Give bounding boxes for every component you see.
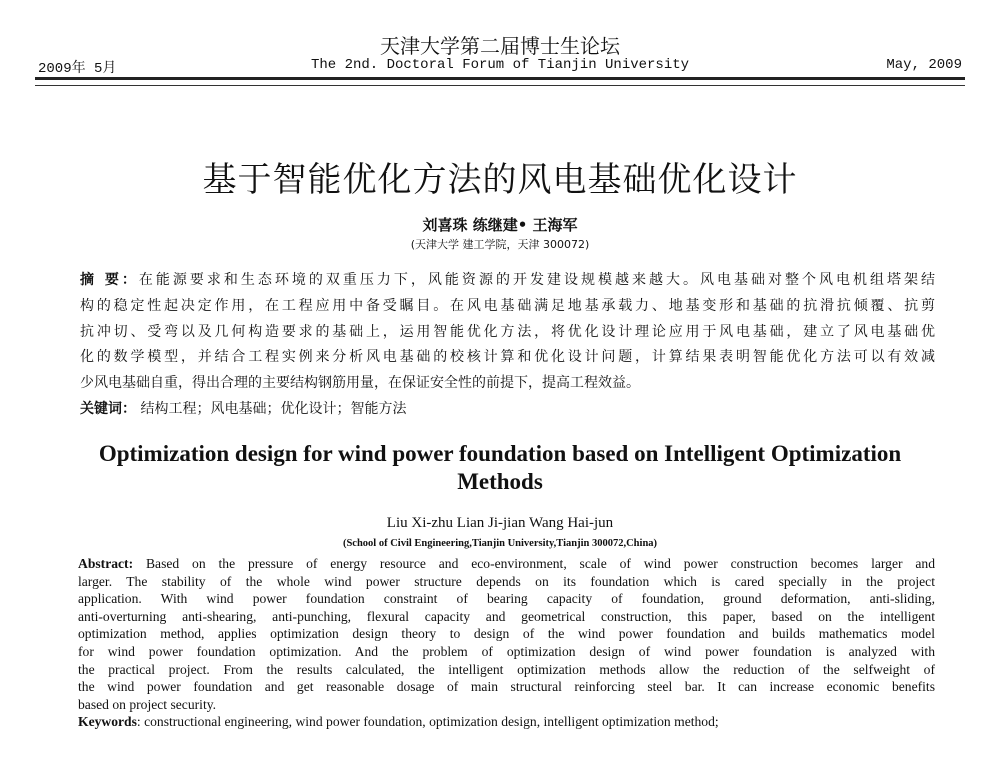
keywords-cn: 关键词： 结构工程；风电基础；优化设计；智能方法 bbox=[80, 400, 407, 417]
abstract-cn bbox=[80, 268, 935, 423]
abstract-en-line: Abstract: Based on the pressure of energy resource and eco-environment, scale of wind power construction becomes larger and bbox=[78, 556, 935, 571]
abstract-en bbox=[78, 555, 935, 731]
abstract-en-line: optimization method, applies optimization design theory to design of the wind power foundation and builds mathematics model bbox=[78, 626, 935, 642]
affiliation-cn: (天津大学 建工学院，天津 300072) bbox=[410, 238, 590, 251]
header-rule-thick bbox=[35, 77, 965, 80]
paper-title-en bbox=[0, 440, 1000, 496]
keywords-en: Keywords: constructional engineering, wind power foundation, optimization design, intelligent optimization method; bbox=[78, 714, 719, 730]
abstract-en-line: for wind power foundation optimization. And the problem of optimization design of wind power foundation is analyzed with bbox=[78, 643, 935, 659]
keywords-en-label: Keywords bbox=[78, 714, 137, 730]
abstract-en-label: Abstract: bbox=[78, 556, 134, 571]
journal-name-cn: 天津大学第二届博士生论坛 bbox=[380, 34, 620, 58]
paper-title-en-line2: Methods bbox=[457, 469, 543, 494]
journal-name-en: The 2nd. Doctoral Forum of Tianjin University bbox=[310, 57, 690, 73]
authors-en: Liu Xi-zhu Lian Ji-jian Wang Hai-jun bbox=[386, 515, 614, 531]
abstract-en-line: larger. The stability of the whole wind power structure depends on its foundation which is cared specially in the project bbox=[78, 573, 935, 589]
abstract-en-line: the wind power foundation and get reasonable dosage of main structural reinforcing steel bar. It can increase economic benefits bbox=[78, 679, 935, 695]
issue-date-cn: 2009年 5月 bbox=[38, 61, 117, 77]
header-rule-thin bbox=[35, 85, 965, 86]
abstract-en-line: anti-overturning anti-shearing, anti-punching, flexural capacity and geometrical construction, this paper, based on the intelligent bbox=[78, 608, 935, 624]
abstract-cn-line: 化的数学模型，并结合工程实例来分析风电基础的校核计算和优化设计问题，计算结果表明智能优化方法可以有效减 bbox=[80, 349, 935, 366]
affiliation-en: (School of Civil Engineering,Tianjin University,Tianjin 300072,China) bbox=[342, 538, 658, 549]
abstract-cn-line: 抗冲切、受弯以及几何构造要求的基础上，运用智能优化方法，将优化设计理论应用于风电基础，建立了风电基础优 bbox=[80, 323, 935, 340]
abstract-cn-line: 少风电基础自重，得出合理的主要结构钢筋用量，在保证安全性的前提下，提高工程效益。 bbox=[80, 375, 640, 392]
abstract-en-line: application. With wind power foundation constraint of bearing capacity of foundation, ground deformation, anti-sliding, bbox=[78, 591, 935, 607]
abstract-cn-line: 摘 要：在能源要求和生态环境的双重压力下，风能资源的开发建设规模越来越大。风电基础对整个风电机组塔架结 bbox=[80, 272, 936, 288]
abstract-cn-line: 构的稳定性起决定作用，在工程应用中备受瞩目。在风电基础满足地基承载力、地基变形和基础的抗滑抗倾覆、抗剪 bbox=[80, 297, 935, 314]
authors-cn: 刘喜珠 练继建• 王海军 bbox=[422, 216, 578, 234]
abstract-en-line: based on project security. bbox=[78, 696, 217, 712]
abstract-cn-label: 摘 要： bbox=[80, 272, 139, 288]
abstract-en-line: the practical project. From the results calculated, the intelligent optimization methods allow the reduction of the selfweight of bbox=[78, 661, 935, 677]
paper-title-cn: 基于智能优化方法的风电基础优化设计 bbox=[202, 160, 798, 200]
keywords-cn-label: 关键词： bbox=[80, 400, 136, 417]
paper-title-en-line1: Optimization design for wind power foundation based on Intelligent Optimization bbox=[98, 441, 902, 466]
issue-date-en: May, 2009 bbox=[886, 57, 962, 73]
